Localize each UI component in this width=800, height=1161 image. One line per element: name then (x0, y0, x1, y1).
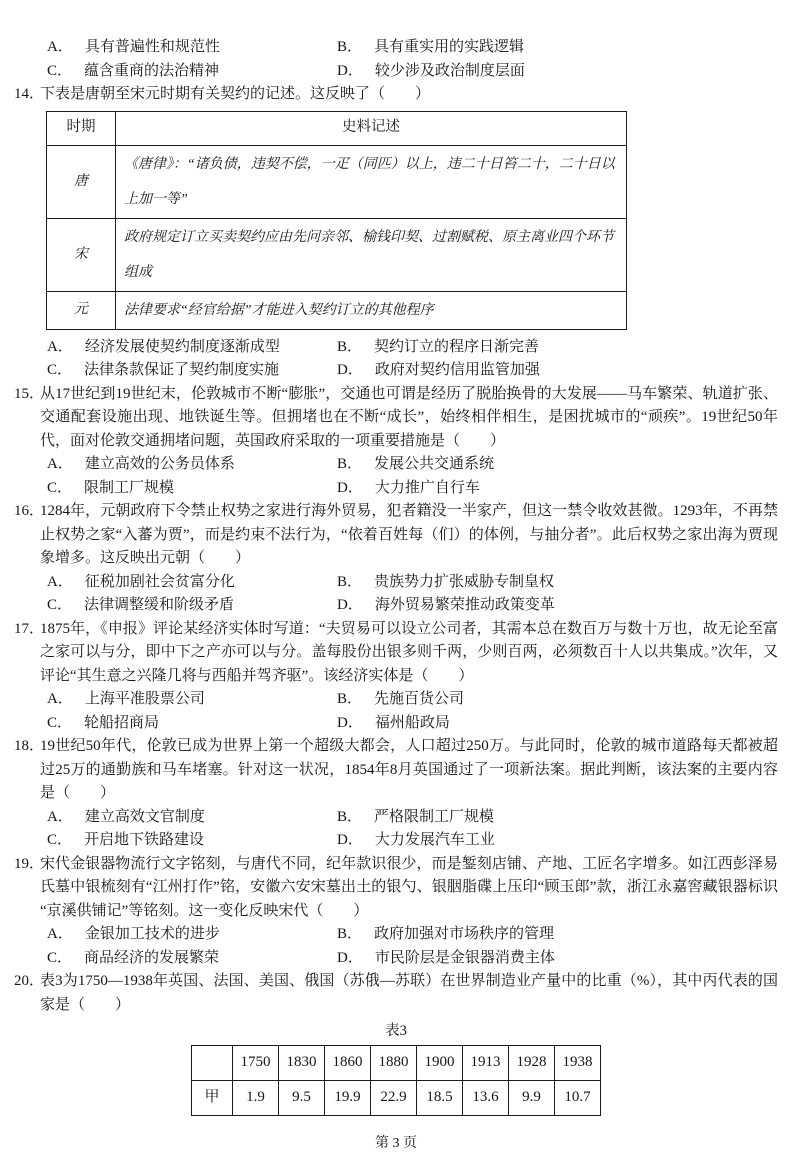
option-15-d (337, 477, 778, 501)
table-3-caption: 表3 (385, 1023, 407, 1039)
option-label: C． (47, 949, 73, 966)
option-label: D． (337, 714, 363, 731)
question-18-options (47, 806, 778, 853)
option-text: 发展公共交通系统 (374, 456, 495, 472)
option-18-b (337, 806, 778, 830)
table-row (47, 291, 627, 329)
option-label: B． (337, 39, 363, 55)
option-text: 市民阶层是金银器消费主体 (374, 949, 555, 966)
option-14-b (337, 336, 778, 360)
header-year: 1860 (325, 1045, 371, 1080)
option-label: A． (47, 926, 73, 942)
question-number: 15． (14, 385, 45, 402)
option-text: 福州船政局 (374, 714, 450, 731)
option-label: C． (47, 832, 73, 848)
value-cell: 9.9 (509, 1080, 555, 1115)
manufacturing-share-table (191, 1045, 601, 1116)
option-19-a (47, 923, 337, 947)
row-label: 甲 (192, 1080, 233, 1115)
option-label: C． (47, 479, 73, 496)
option-label: B． (337, 456, 363, 472)
header-year: 1830 (279, 1045, 325, 1080)
question-stem: 1875年，《申报》评论某经济实体时写道：“夫贸易可以设立公司者，其需本总在数百万与数十万也，故无论至富之家可以与分，即中下之产亦可以与分。盖每股份出银多则千两，少则百两，必须数百十人以共集成。”次年，又评论“其生意之兴隆几将与西船并驾齐驱”。该经济实体是（ ） (40, 620, 778, 684)
header-blank (192, 1045, 233, 1080)
question-stem: 19世纪50年代，伦敦已成为世界上第一个超级大都会，人口超过250万。与此同时，伦敦的城市道路每天都被超过25万的通勤族和马车堵塞。针对这一状况，1854年8月英国通过了一项新法案。据此判断，该法案的主要内容是（ ） (40, 738, 778, 801)
option-text: 征税加剧社会贫富分化 (84, 573, 235, 590)
option-15-c (47, 477, 337, 501)
table-row-jia (192, 1080, 601, 1115)
page-number: 第 3 页 (375, 1135, 417, 1151)
question-stem: 宋代金银器物流行文字铭刻，与唐代不同，纪年款识很少，而是錾刻店铺、产地、工匠名字增多。如江西彭泽易氏墓中银梳刻有“江州打作”铭，安徽六安宋墓出土的银勺、银胭脂碟上压印“顾玉郎”款，浙江永嘉窖藏银器标识“京溪供铺记”等铭刻。这一变化反映宋代（ ） (40, 855, 778, 919)
question-17 (14, 618, 778, 689)
option-label: A． (47, 338, 73, 355)
option-label: B． (337, 691, 363, 707)
header-year: 1750 (233, 1045, 279, 1080)
question-13-options (47, 36, 778, 83)
value-cell: 22.9 (371, 1080, 417, 1115)
value-cell: 1.9 (233, 1080, 279, 1115)
question-17-options (47, 688, 778, 735)
option-13-c (47, 60, 337, 84)
option-text: 建立高效的公务员体系 (84, 456, 235, 472)
option-18-a (47, 806, 337, 830)
option-text: 政府对契约信用监管加强 (374, 362, 540, 378)
option-label: B． (337, 926, 363, 942)
table-header-row (47, 111, 627, 145)
question-number: 16． (14, 503, 45, 519)
option-text: 贵族势力扩张威胁专制皇权 (374, 573, 555, 590)
option-19-b (337, 923, 778, 947)
question-20 (14, 970, 778, 1017)
table-row (47, 218, 627, 291)
option-label: A． (47, 39, 73, 55)
option-19-c (47, 947, 337, 971)
option-text: 较少涉及政治制度层面 (374, 62, 525, 79)
value-cell: 10.7 (555, 1080, 601, 1115)
option-text: 先施百货公司 (374, 691, 465, 707)
question-stem: 表3为1750—1938年英国、法国、美国、俄国（苏俄—苏联）在世界制造业产量中的比重（%），其中丙代表的国家是（ ） (40, 973, 778, 1013)
option-text: 轮船招商局 (84, 714, 160, 731)
option-text: 建立高效文官制度 (84, 808, 205, 825)
option-label: B． (337, 573, 363, 590)
option-14-a (47, 336, 337, 360)
option-text: 上海平准股票公司 (84, 691, 205, 707)
option-text: 契约订立的程序日渐完善 (374, 338, 540, 355)
record-cell: 法律要求“经官给据”才能进入契约订立的其他程序 (116, 291, 627, 329)
option-label: D． (337, 832, 363, 848)
option-15-a (47, 453, 337, 477)
record-cell: 《唐律》：“诸负债，违契不偿，一疋（同匹）以上，违二十日笞二十，二十日以上加一等” (116, 145, 627, 218)
table-row (47, 145, 627, 218)
header-period: 时期 (47, 111, 116, 145)
question-number: 18． (14, 738, 45, 754)
table-header-row (192, 1045, 601, 1080)
question-number: 20． (14, 973, 45, 989)
option-16-d (337, 594, 778, 618)
option-17-c (47, 712, 337, 736)
option-label: C． (47, 714, 73, 731)
question-number: 17． (14, 620, 45, 637)
question-16 (14, 500, 778, 571)
option-label: A． (47, 573, 73, 590)
period-cell: 元 (47, 291, 116, 329)
value-cell: 13.6 (463, 1080, 509, 1115)
option-label: B． (337, 338, 363, 355)
option-19-d (337, 947, 778, 971)
header-year: 1938 (555, 1045, 601, 1080)
option-17-b (337, 688, 778, 712)
question-15 (14, 383, 778, 454)
question-14 (14, 83, 778, 107)
option-text: 商品经济的发展繁荣 (84, 949, 220, 966)
question-number: 19． (14, 855, 45, 872)
option-text: 海外贸易繁荣推动政策变革 (374, 597, 555, 613)
value-cell: 18.5 (417, 1080, 463, 1115)
option-label: A． (47, 808, 73, 825)
record-cell: 政府规定订立买卖契约应由先问亲邻、榆钱印契、过割赋税、原主离业四个环节组成 (116, 218, 627, 291)
question-18 (14, 735, 778, 806)
option-label: D． (337, 949, 363, 966)
option-text: 法律调整缓和阶级矛盾 (84, 597, 235, 613)
option-text: 蕴含重商的法治精神 (84, 62, 220, 79)
header-year: 1900 (417, 1045, 463, 1080)
option-label: A． (47, 691, 73, 707)
option-text: 大力发展汽车工业 (374, 832, 495, 848)
question-16-options (47, 571, 778, 618)
header-year: 1880 (371, 1045, 417, 1080)
option-18-c (47, 829, 337, 853)
value-cell: 19.9 (325, 1080, 371, 1115)
option-14-d (337, 359, 778, 383)
period-cell: 唐 (47, 145, 116, 218)
question-stem: 1284年，元朝政府下令禁止权势之家进行海外贸易，犯者籍没一半家产，但这一禁令收效甚微。1293年，不再禁止权势之家“入蕃为贾”，而是约束不法行为，“依着百姓每（们）的体例，与抽分者”。此后权势之家出海为贾现象增多。这反映出元朝（ ） (40, 503, 778, 566)
option-13-d (337, 60, 778, 84)
option-label: D． (337, 479, 363, 496)
option-text: 具有普遍性和规范性 (84, 39, 220, 55)
question-stem: 从17世纪到19世纪末，伦敦城市不断“膨胀”，交通也可谓是经历了脱胎换骨的大发展——马车繁荣、轨道扩张、交通配套设施出现、地铁诞生等。但拥堵也在不断“成长”，始终相伴相生，是困扰城市的“顽疾”。19世纪50年代，面对伦敦交通拥堵问题，英国政府采取的一项重要措施是（ ） (40, 385, 778, 449)
header-year: 1928 (509, 1045, 555, 1080)
option-text: 政府加强对市场秩序的管理 (374, 926, 555, 942)
value-cell: 9.5 (279, 1080, 325, 1115)
option-15-b (337, 453, 778, 477)
question-number: 14． (14, 86, 45, 102)
question-14-options (47, 336, 778, 383)
option-16-b (337, 571, 778, 595)
option-text: 法律条款保证了契约制度实施 (84, 362, 280, 378)
option-label: C． (47, 597, 73, 613)
question-19 (14, 853, 778, 924)
option-13-a (47, 36, 337, 60)
option-16-a (47, 571, 337, 595)
question-19-options (47, 923, 778, 970)
option-label: D． (337, 597, 363, 613)
option-text: 限制工厂规模 (84, 479, 175, 496)
option-18-d (337, 829, 778, 853)
option-text: 严格限制工厂规模 (374, 808, 495, 825)
option-label: A． (47, 456, 73, 472)
option-17-d (337, 712, 778, 736)
question-15-options (47, 453, 778, 500)
option-17-a (47, 688, 337, 712)
question-stem: 下表是唐朝至宋元时期有关契约的记述。这反映了（ ） (40, 86, 431, 102)
option-label: C． (47, 362, 73, 378)
option-13-b (337, 36, 778, 60)
option-label: D． (337, 362, 363, 378)
option-text: 大力推广自行车 (374, 479, 480, 496)
option-text: 金银加工技术的进步 (84, 926, 220, 942)
option-text: 开启地下铁路建设 (84, 832, 205, 848)
header-record: 史料记述 (116, 111, 627, 145)
header-year: 1913 (463, 1045, 509, 1080)
contract-records-table (46, 111, 627, 330)
option-text: 具有重实用的实践逻辑 (374, 39, 525, 55)
option-label: C． (47, 62, 73, 79)
option-label: B． (337, 808, 363, 825)
period-cell: 宋 (47, 218, 116, 291)
option-14-c (47, 359, 337, 383)
option-label: D． (337, 62, 363, 79)
option-text: 经济发展使契约制度逐渐成型 (84, 338, 280, 355)
option-16-c (47, 594, 337, 618)
